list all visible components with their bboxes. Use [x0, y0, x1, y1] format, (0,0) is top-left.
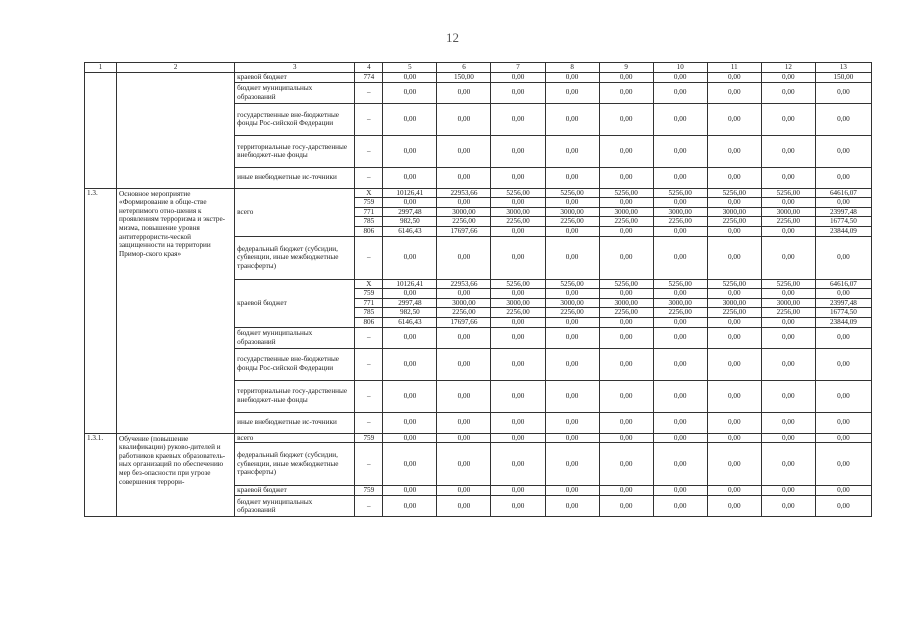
page-number: 12	[446, 30, 459, 45]
item-name-cell	[117, 72, 235, 188]
code-cell: –	[355, 412, 383, 433]
value-cell: 0,00	[545, 135, 599, 167]
value-cell: 0,00	[545, 198, 599, 208]
total-cell: 0,00	[815, 198, 871, 208]
value-cell: 0,00	[707, 167, 761, 188]
value-cell: 0,00	[491, 412, 545, 433]
code-cell: –	[355, 236, 383, 279]
value-cell: 0,00	[491, 135, 545, 167]
value-cell: 0,00	[383, 412, 437, 433]
value-cell: 0,00	[653, 317, 707, 327]
value-cell: 0,00	[761, 72, 815, 82]
value-cell: 22953,66	[437, 188, 491, 198]
value-cell: 2256,00	[761, 217, 815, 227]
value-cell: 0,00	[383, 103, 437, 135]
funding-source-cell: бюджет муниципальных образований	[235, 496, 355, 517]
value-cell: 0,00	[653, 380, 707, 412]
value-cell: 0,00	[653, 226, 707, 236]
total-cell: 0,00	[815, 348, 871, 380]
value-cell: 0,00	[545, 289, 599, 299]
total-cell: 0,00	[815, 380, 871, 412]
value-cell: 0,00	[761, 412, 815, 433]
value-cell: 3000,00	[545, 207, 599, 217]
value-cell: 0,00	[707, 289, 761, 299]
value-cell: 0,00	[761, 317, 815, 327]
total-cell: 23997,48	[815, 298, 871, 308]
value-cell: 0,00	[761, 226, 815, 236]
value-cell: 3000,00	[491, 207, 545, 217]
code-cell: –	[355, 443, 383, 486]
value-cell: 0,00	[437, 103, 491, 135]
value-cell: 3000,00	[437, 298, 491, 308]
value-cell: 0,00	[491, 348, 545, 380]
header-cell: 5	[383, 63, 437, 73]
value-cell: 0,00	[599, 380, 653, 412]
value-cell: 0,00	[599, 317, 653, 327]
code-cell: 759	[355, 486, 383, 496]
value-cell: 0,00	[599, 135, 653, 167]
value-cell: 0,00	[761, 135, 815, 167]
total-cell: 0,00	[815, 167, 871, 188]
value-cell: 150,00	[437, 72, 491, 82]
value-cell: 0,00	[383, 380, 437, 412]
value-cell: 0,00	[761, 433, 815, 443]
code-cell: –	[355, 82, 383, 103]
value-cell: 0,00	[707, 198, 761, 208]
value-cell: 0,00	[383, 82, 437, 103]
funding-source-cell: краевой бюджет	[235, 486, 355, 496]
value-cell: 0,00	[491, 236, 545, 279]
code-cell: 785	[355, 217, 383, 227]
value-cell: 3000,00	[599, 207, 653, 217]
value-cell: 5256,00	[599, 279, 653, 289]
value-cell: 0,00	[437, 289, 491, 299]
total-cell: 0,00	[815, 496, 871, 517]
value-cell: 6146,43	[383, 226, 437, 236]
value-cell: 0,00	[383, 486, 437, 496]
value-cell: 0,00	[491, 167, 545, 188]
value-cell: 0,00	[437, 443, 491, 486]
value-cell: 0,00	[437, 236, 491, 279]
value-cell: 0,00	[545, 348, 599, 380]
value-cell: 0,00	[707, 412, 761, 433]
value-cell: 0,00	[491, 496, 545, 517]
value-cell: 0,00	[707, 72, 761, 82]
value-cell: 2256,00	[545, 308, 599, 318]
header-cell: 13	[815, 63, 871, 73]
value-cell: 0,00	[491, 327, 545, 348]
value-cell: 5256,00	[653, 279, 707, 289]
header-cell: 6	[437, 63, 491, 73]
value-cell: 0,00	[707, 226, 761, 236]
value-cell: 0,00	[707, 236, 761, 279]
value-cell: 0,00	[491, 486, 545, 496]
value-cell: 5256,00	[545, 279, 599, 289]
value-cell: 0,00	[599, 486, 653, 496]
value-cell: 0,00	[599, 226, 653, 236]
value-cell: 0,00	[707, 82, 761, 103]
header-row	[85, 63, 872, 73]
value-cell: 5256,00	[545, 188, 599, 198]
value-cell: 0,00	[437, 433, 491, 443]
funding-source-cell: краевой бюджет	[235, 279, 355, 327]
value-cell: 0,00	[761, 380, 815, 412]
value-cell: 0,00	[491, 289, 545, 299]
value-cell: 0,00	[383, 348, 437, 380]
value-cell: 0,00	[599, 72, 653, 82]
value-cell: 0,00	[707, 433, 761, 443]
value-cell: 0,00	[437, 167, 491, 188]
value-cell: 982,50	[383, 308, 437, 318]
value-cell: 3000,00	[761, 298, 815, 308]
value-cell: 0,00	[383, 443, 437, 486]
value-cell: 0,00	[761, 496, 815, 517]
value-cell: 0,00	[761, 103, 815, 135]
value-cell: 3000,00	[653, 207, 707, 217]
value-cell: 5256,00	[761, 279, 815, 289]
value-cell: 2256,00	[707, 308, 761, 318]
funding-source-cell: бюджет муниципальных образований	[235, 82, 355, 103]
value-cell: 0,00	[653, 443, 707, 486]
table-row	[85, 72, 872, 82]
value-cell: 2256,00	[653, 217, 707, 227]
value-cell: 0,00	[383, 167, 437, 188]
funding-source-cell: всего	[235, 188, 355, 236]
total-cell: 0,00	[815, 103, 871, 135]
value-cell: 0,00	[761, 236, 815, 279]
value-cell: 3000,00	[761, 207, 815, 217]
value-cell: 0,00	[383, 72, 437, 82]
total-cell: 150,00	[815, 72, 871, 82]
value-cell: 0,00	[545, 486, 599, 496]
value-cell: 0,00	[437, 135, 491, 167]
value-cell: 0,00	[653, 198, 707, 208]
value-cell: 0,00	[653, 135, 707, 167]
value-cell: 0,00	[761, 486, 815, 496]
code-cell: X	[355, 279, 383, 289]
value-cell: 0,00	[761, 443, 815, 486]
value-cell: 0,00	[653, 236, 707, 279]
value-cell: 0,00	[599, 103, 653, 135]
total-cell: 23997,48	[815, 207, 871, 217]
value-cell: 0,00	[545, 167, 599, 188]
item-number-cell: 1.3.	[85, 188, 117, 433]
value-cell: 0,00	[545, 443, 599, 486]
value-cell: 0,00	[707, 380, 761, 412]
code-cell: 759	[355, 289, 383, 299]
value-cell: 5256,00	[491, 188, 545, 198]
value-cell: 0,00	[707, 348, 761, 380]
header-cell: 3	[235, 63, 355, 73]
value-cell: 3000,00	[653, 298, 707, 308]
value-cell: 0,00	[707, 486, 761, 496]
value-cell: 0,00	[599, 443, 653, 486]
value-cell: 0,00	[707, 327, 761, 348]
value-cell: 0,00	[599, 496, 653, 517]
value-cell: 5256,00	[761, 188, 815, 198]
value-cell: 3000,00	[707, 298, 761, 308]
value-cell: 0,00	[599, 327, 653, 348]
value-cell: 2997,48	[383, 298, 437, 308]
total-cell: 0,00	[815, 433, 871, 443]
code-cell: 771	[355, 207, 383, 217]
total-cell: 0,00	[815, 443, 871, 486]
value-cell: 0,00	[599, 348, 653, 380]
value-cell: 0,00	[491, 198, 545, 208]
value-cell: 0,00	[707, 317, 761, 327]
value-cell: 3000,00	[437, 207, 491, 217]
total-cell: 0,00	[815, 82, 871, 103]
total-cell: 23844,09	[815, 317, 871, 327]
value-cell: 0,00	[491, 226, 545, 236]
value-cell: 0,00	[437, 486, 491, 496]
value-cell: 0,00	[707, 443, 761, 486]
value-cell: 982,50	[383, 217, 437, 227]
value-cell: 22953,66	[437, 279, 491, 289]
header-cell: 12	[761, 63, 815, 73]
code-cell: X	[355, 188, 383, 198]
value-cell: 0,00	[437, 412, 491, 433]
value-cell: 5256,00	[599, 188, 653, 198]
value-cell: 0,00	[599, 412, 653, 433]
value-cell: 5256,00	[707, 188, 761, 198]
value-cell: 2256,00	[491, 308, 545, 318]
value-cell: 0,00	[383, 236, 437, 279]
code-cell: 785	[355, 308, 383, 318]
header-cell: 8	[545, 63, 599, 73]
value-cell: 0,00	[653, 327, 707, 348]
budget-table	[84, 62, 872, 517]
value-cell: 0,00	[545, 236, 599, 279]
value-cell: 0,00	[545, 317, 599, 327]
value-cell: 0,00	[707, 135, 761, 167]
value-cell: 3000,00	[599, 298, 653, 308]
funding-source-cell: иные внебюджетные ис-точники	[235, 167, 355, 188]
value-cell: 0,00	[545, 226, 599, 236]
value-cell: 0,00	[545, 433, 599, 443]
value-cell: 0,00	[491, 433, 545, 443]
value-cell: 6146,43	[383, 317, 437, 327]
value-cell: 5256,00	[707, 279, 761, 289]
value-cell: 2256,00	[437, 217, 491, 227]
value-cell: 0,00	[599, 198, 653, 208]
value-cell: 0,00	[491, 82, 545, 103]
code-cell: 771	[355, 298, 383, 308]
value-cell: 0,00	[707, 103, 761, 135]
value-cell: 0,00	[653, 82, 707, 103]
funding-source-cell: бюджет муниципальных образований	[235, 327, 355, 348]
value-cell: 2256,00	[707, 217, 761, 227]
total-cell: 0,00	[815, 412, 871, 433]
code-cell: 759	[355, 198, 383, 208]
value-cell: 0,00	[653, 486, 707, 496]
funding-source-cell: краевой бюджет	[235, 72, 355, 82]
code-cell: –	[355, 327, 383, 348]
value-cell: 0,00	[653, 412, 707, 433]
value-cell: 0,00	[653, 167, 707, 188]
funding-source-cell: территориальные госу-дарственные внебюджет-ные фонды	[235, 135, 355, 167]
value-cell: 0,00	[545, 82, 599, 103]
value-cell: 10126,41	[383, 188, 437, 198]
header-cell: 4	[355, 63, 383, 73]
value-cell: 17697,66	[437, 226, 491, 236]
header-cell: 11	[707, 63, 761, 73]
total-cell: 16774,50	[815, 217, 871, 227]
header-cell: 7	[491, 63, 545, 73]
total-cell: 64616,07	[815, 279, 871, 289]
item-name-cell: Основное мероприятие «Формирование в обще-стве нетерпимого отно-шения к проявлениям терроризма и экстре-мизма, повышение уровня антитеррористи-ческой защищенности на территории Примор-ского края»	[117, 188, 235, 433]
value-cell: 0,00	[545, 496, 599, 517]
code-cell: –	[355, 103, 383, 135]
table-row	[85, 433, 872, 443]
value-cell: 0,00	[545, 380, 599, 412]
code-cell: 806	[355, 226, 383, 236]
value-cell: 0,00	[491, 380, 545, 412]
value-cell: 0,00	[545, 327, 599, 348]
value-cell: 2256,00	[437, 308, 491, 318]
code-cell: 759	[355, 433, 383, 443]
header-cell: 10	[653, 63, 707, 73]
funding-source-cell: всего	[235, 433, 355, 443]
value-cell: 0,00	[383, 135, 437, 167]
value-cell: 0,00	[761, 327, 815, 348]
value-cell: 0,00	[599, 433, 653, 443]
header-cell: 9	[599, 63, 653, 73]
funding-source-cell: государственные вне-бюджетные фонды Рос-сийской Федерации	[235, 348, 355, 380]
value-cell: 2256,00	[545, 217, 599, 227]
value-cell: 3000,00	[491, 298, 545, 308]
value-cell: 0,00	[491, 103, 545, 135]
value-cell: 0,00	[599, 289, 653, 299]
total-cell: 0,00	[815, 486, 871, 496]
value-cell: 0,00	[599, 236, 653, 279]
value-cell: 2256,00	[599, 217, 653, 227]
value-cell: 3000,00	[545, 298, 599, 308]
funding-source-cell: государственные вне-бюджетные фонды Рос-сийской Федерации	[235, 103, 355, 135]
value-cell: 0,00	[437, 348, 491, 380]
value-cell: 0,00	[653, 433, 707, 443]
item-number-cell	[85, 72, 117, 188]
header-cell: 1	[85, 63, 117, 73]
value-cell: 0,00	[437, 198, 491, 208]
code-cell: –	[355, 380, 383, 412]
value-cell: 2997,48	[383, 207, 437, 217]
value-cell: 5256,00	[491, 279, 545, 289]
funding-source-cell: федеральный бюджет (субсидии, субвенции, иные межбюджетные трансферты)	[235, 236, 355, 279]
value-cell: 0,00	[437, 327, 491, 348]
value-cell: 0,00	[545, 412, 599, 433]
value-cell: 0,00	[491, 72, 545, 82]
value-cell: 0,00	[383, 327, 437, 348]
value-cell: 17697,66	[437, 317, 491, 327]
value-cell: 0,00	[599, 167, 653, 188]
value-cell: 0,00	[383, 496, 437, 517]
item-name-cell: Обучение (повышение квалификации) руково-дителей и работников краевых образователь-ных организаций по обеспечению мер без-опасности при угрозе совершения террори-	[117, 433, 235, 517]
funding-source-cell: территориальные госу-дарственные внебюджет-ные фонды	[235, 380, 355, 412]
code-cell: –	[355, 167, 383, 188]
total-cell: 23844,09	[815, 226, 871, 236]
value-cell: 5256,00	[653, 188, 707, 198]
value-cell: 0,00	[707, 496, 761, 517]
table-row	[85, 188, 872, 198]
value-cell: 0,00	[491, 443, 545, 486]
value-cell: 0,00	[545, 103, 599, 135]
value-cell: 10126,41	[383, 279, 437, 289]
total-cell: 0,00	[815, 289, 871, 299]
funding-source-cell: федеральный бюджет (субсидии, субвенции, иные межбюджетные трансферты)	[235, 443, 355, 486]
value-cell: 0,00	[383, 289, 437, 299]
total-cell: 0,00	[815, 236, 871, 279]
total-cell: 0,00	[815, 327, 871, 348]
value-cell: 0,00	[761, 348, 815, 380]
value-cell: 0,00	[437, 380, 491, 412]
value-cell: 0,00	[437, 496, 491, 517]
value-cell: 2256,00	[761, 308, 815, 318]
total-cell: 64616,07	[815, 188, 871, 198]
value-cell: 0,00	[599, 82, 653, 103]
value-cell: 0,00	[491, 317, 545, 327]
value-cell: 0,00	[653, 72, 707, 82]
header-cell: 2	[117, 63, 235, 73]
value-cell: 3000,00	[707, 207, 761, 217]
code-cell: 806	[355, 317, 383, 327]
value-cell: 2256,00	[491, 217, 545, 227]
value-cell: 0,00	[383, 433, 437, 443]
funding-source-cell: иные внебюджетные ис-точники	[235, 412, 355, 433]
value-cell: 0,00	[653, 103, 707, 135]
value-cell: 0,00	[761, 167, 815, 188]
value-cell: 2256,00	[599, 308, 653, 318]
total-cell: 16774,50	[815, 308, 871, 318]
value-cell: 2256,00	[653, 308, 707, 318]
code-cell: –	[355, 496, 383, 517]
code-cell: 774	[355, 72, 383, 82]
value-cell: 0,00	[761, 198, 815, 208]
value-cell: 0,00	[761, 289, 815, 299]
value-cell: 0,00	[545, 72, 599, 82]
value-cell: 0,00	[653, 289, 707, 299]
code-cell: –	[355, 348, 383, 380]
value-cell: 0,00	[653, 496, 707, 517]
item-number-cell: 1.3.1.	[85, 433, 117, 517]
value-cell: 0,00	[761, 82, 815, 103]
value-cell: 0,00	[437, 82, 491, 103]
code-cell: –	[355, 135, 383, 167]
value-cell: 0,00	[653, 348, 707, 380]
total-cell: 0,00	[815, 135, 871, 167]
value-cell: 0,00	[383, 198, 437, 208]
